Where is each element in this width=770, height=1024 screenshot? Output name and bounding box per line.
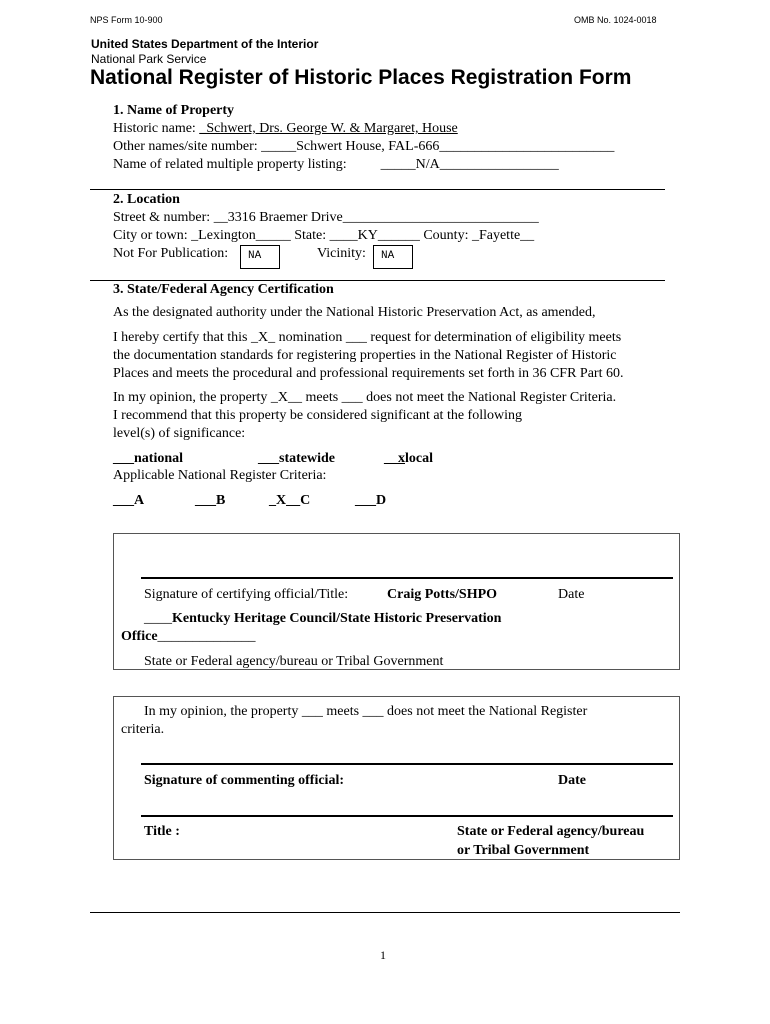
level-statewide <box>258 451 335 467</box>
section2-heading: 2. Location <box>113 192 180 207</box>
cert-agency-line-1 <box>144 611 501 627</box>
level-label: statewide <box>279 451 335 466</box>
historic-name-value: _Schwert, Drs. George W. & Margaret, House <box>199 121 458 136</box>
cert-date-label: Date <box>558 587 585 602</box>
certify-line-2: the documentation standards for registering properties in the National Register of Historic <box>113 348 617 363</box>
city-label: City or town: <box>113 228 192 243</box>
state-label: State: <box>294 228 330 243</box>
level-blank: __x <box>384 451 405 466</box>
criteria-blank: ___ <box>355 493 376 508</box>
signature-line[interactable] <box>141 763 673 765</box>
criteria-label: Applicable National Register Criteria: <box>113 468 327 483</box>
level-blank: ___ <box>113 451 134 466</box>
comment-opinion-text: In my opinion, the property <box>144 704 302 719</box>
criteria-letter: D <box>376 493 387 508</box>
does-not-meet-blank: ___ <box>362 704 384 719</box>
agency-blank: ____ <box>144 611 172 626</box>
opinion-text: In my opinion, the property <box>113 390 271 405</box>
other-names-label: Other names/site number: <box>113 139 262 154</box>
authority-text: As the designated authority under the National Historic Preservation Act, as amended, <box>113 305 596 320</box>
form-number: NPS Form 10-900 <box>90 15 163 25</box>
cert-signature-label: Signature of certifying official/Title: <box>144 587 349 602</box>
street-row <box>113 210 539 226</box>
opinion-line-2: I recommend that this property be considered significant at the following <box>113 408 522 423</box>
certify-text: I hereby certify that this <box>113 330 252 345</box>
criteria-b <box>195 493 225 509</box>
certify-text-post: nomination ___ request for determination of eligibility meets <box>275 330 622 345</box>
omb-number: OMB No. 1024-0018 <box>574 15 657 25</box>
street-label: Street & number: <box>113 210 214 225</box>
cert-signature-name: Craig Potts/SHPO <box>387 587 498 602</box>
comment-meets: meets <box>322 704 363 719</box>
criteria-letter: C <box>300 493 311 508</box>
state-value: ____KY______ <box>329 228 420 243</box>
opinion-line-1 <box>113 390 616 406</box>
historic-name-label: Historic name: <box>113 121 200 136</box>
comment-agency-line-1: State or Federal agency/bureau <box>457 824 645 839</box>
section-divider <box>90 189 665 190</box>
criteria-letter: A <box>134 493 145 508</box>
comment-opinion-line-1 <box>144 704 587 720</box>
section-divider <box>90 280 665 281</box>
related-listing-value: _____N/A_________________ <box>380 157 559 172</box>
related-listing-row <box>113 157 559 173</box>
vicinity-field[interactable]: NA <box>373 245 413 269</box>
level-national <box>113 451 183 467</box>
city-value: _Lexington_____ <box>191 228 291 243</box>
page-number: 1 <box>380 948 386 962</box>
street-value: __3316 Braemer Drive____________________________ <box>213 210 539 225</box>
publication-label: Not For Publication: <box>113 246 229 261</box>
criteria-letter: B <box>216 493 226 508</box>
vicinity-label: Vicinity: <box>317 246 366 261</box>
county-label: County: <box>423 228 472 243</box>
level-label: national <box>134 451 184 466</box>
certify-line-1 <box>113 330 621 346</box>
certify-line-3: Places and meets the procedural and professional requirements set forth in 36 CFR Part 60. <box>113 366 624 381</box>
footer-divider <box>90 912 680 913</box>
criteria-a <box>113 493 144 509</box>
historic-name-row <box>113 121 458 137</box>
service-name: National Park Service <box>91 52 207 66</box>
section3-heading: 3. State/Federal Agency Certification <box>113 282 334 297</box>
level-local <box>384 451 433 467</box>
level-blank: ___ <box>258 451 279 466</box>
opinion-line-3: level(s) of significance: <box>113 426 246 441</box>
cert-agency-caption: State or Federal agency/bureau or Tribal Government <box>144 654 444 669</box>
meets-mark: _X__ <box>270 390 302 405</box>
level-label: local <box>405 451 433 466</box>
cert-agency-line-2 <box>121 629 256 645</box>
department-name: United States Department of the Interior <box>91 37 319 51</box>
opinion-text-post: meets ___ does not meet the National Register Criteria. <box>302 390 617 405</box>
comment-does-not-meet: does not meet the National Register <box>383 704 588 719</box>
page-title: National Register of Historic Places Registration Form <box>90 66 632 89</box>
criteria-c <box>269 493 310 509</box>
agency-name-cont: Office <box>121 629 158 644</box>
criteria-blank: _X__ <box>269 493 301 508</box>
county-value: _Fayette__ <box>471 228 535 243</box>
city-row <box>113 228 534 244</box>
nomination-mark: _X_ <box>251 330 276 345</box>
comment-title-label: Title : <box>144 824 180 839</box>
meets-blank: ___ <box>301 704 323 719</box>
other-names-value: _____Schwert House, FAL-666_________________________ <box>261 139 615 154</box>
comment-signature-label: Signature of commenting official: <box>144 773 344 788</box>
section1-heading: 1. Name of Property <box>113 103 235 118</box>
agency-trail: ______________ <box>157 629 256 644</box>
agency-name: Kentucky Heritage Council/State Historic Preservation <box>172 611 502 626</box>
comment-date-label: Date <box>558 773 586 788</box>
other-names-row <box>113 139 614 155</box>
related-listing-label: Name of related multiple property listing: <box>113 157 347 172</box>
criteria-blank: ___ <box>113 493 134 508</box>
criteria-blank: ___ <box>195 493 216 508</box>
publication-field[interactable]: NA <box>240 245 280 269</box>
comment-opinion-line-2: criteria. <box>121 722 165 737</box>
title-line[interactable] <box>141 815 673 817</box>
criteria-d <box>355 493 386 509</box>
signature-line[interactable] <box>141 577 673 579</box>
comment-agency-line-2: or Tribal Government <box>457 843 590 858</box>
